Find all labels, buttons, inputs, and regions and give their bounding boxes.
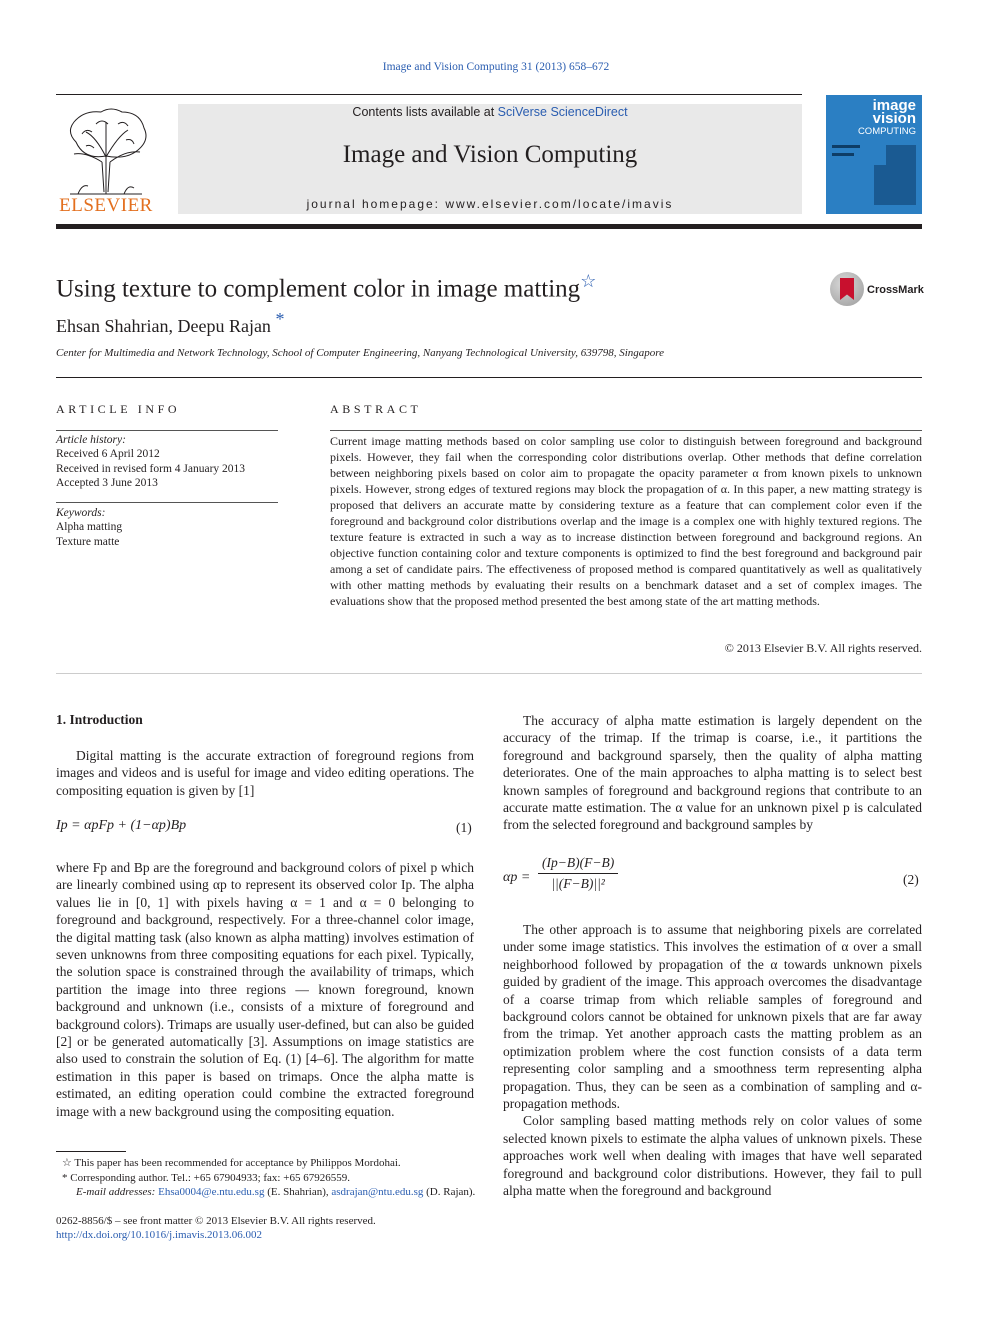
equation-2-lhs: αp = — [503, 870, 531, 885]
journal-citation[interactable]: Image and Vision Computing 31 (2013) 658–672 — [382, 61, 610, 73]
email-link[interactable]: asdrajan@ntu.edu.sg — [331, 1186, 424, 1198]
abstract-rule — [330, 430, 922, 431]
front-matter — [56, 1214, 376, 1242]
affiliation: Center for Multimedia and Network Technology, School of Computer Engineering, Nanyang Technological University, 639798, Singapore — [56, 347, 665, 359]
keyword-item: Alpha matting — [56, 521, 123, 534]
crossmark-badge[interactable] — [830, 272, 922, 308]
equation-2-numerator: (Ip−B)(F−B) — [538, 855, 618, 874]
footnote-recommendation: ☆ This paper has been recommended for acceptance by Philippos Mordohai. — [62, 1157, 401, 1169]
footnote-rule — [56, 1151, 126, 1152]
article-title — [56, 271, 596, 303]
footnotes — [56, 1156, 476, 1200]
author-list — [56, 309, 285, 337]
journal-name: Image and Vision Computing — [342, 141, 638, 168]
paragraph-right-1 — [503, 712, 922, 834]
revised-date: Received in revised form 4 January 2013 — [56, 462, 246, 475]
equation-1: Ip = αpFp + (1−αp)Bp — [56, 818, 187, 833]
contents-line — [178, 105, 802, 119]
doi-link[interactable]: http://dx.doi.org/10.1016/j.imavis.2013.06.002 — [56, 1229, 263, 1241]
cover-art — [826, 95, 922, 214]
paragraph: Color sampling based matting methods rely on color values of some selected known pixels to estimate the alpha values of unknown pixels. These approaches work well when dealing with images that have well separated foreground and background color distributions. However, they fail to pull alpha matte when the foreground and background — [503, 1113, 922, 1199]
contents-prefix: Contents lists available at — [352, 105, 498, 119]
email-owner: (D. Rajan). — [426, 1186, 476, 1198]
info-rule-2 — [56, 502, 278, 503]
abstract-heading: ABSTRACT — [330, 402, 422, 416]
paragraph: where Fp and Bp are the foreground and background colors of pixel p which are linearly combined using αp to represent its observed color Ip. The alpha values lie in [0, 1] with pixels having α = 1 and α = 0 belonging to foreground and background, respectively. For a three-channel color image, the digital matting task (also known as alpha matting) involves estimation of seven unknowns from three compositing equations for each pixel. Typically, the solution space is constrained through the availability of trimaps, which partition the image into three regions — known foreground, known background and unknown (i.e., consists of a mixture of foreground and background colors). Trimaps are usually user-defined, but can also be guided [2] or be generated automatically [3]. Assumptions on image statistics are also used to constrain the solution of Eq. (1) [4–6]. The algorithm for matte estimation in this paper is based on trimaps. Once the alpha matte is estimated, an editing operation could combine the extracted foreground image with a new background using the compositing equation. — [56, 860, 474, 1119]
title-bottom-rule — [56, 377, 922, 378]
header-top-rule — [56, 94, 802, 95]
paragraph: The other approach is to assume that neighboring pixels are correlated under some image statistics. This involves the estimation of α over a small neighborhood followed by propagation of the α towards unknown pixels guided by gradient of the image. This approach overcomes the disadvantage of a coarse trimap from which reliable samples of foreground and background colors cannot be obtained for unknown pixels that are far away from the trimap. Yet another approach casts the matting problem as an optimization problem where the cost function consists of a data term representing color sampling and a smoothness term representing alpha propagation. Thus, they can be seen as a combination of sampling and α-propagation methods. — [503, 922, 922, 1112]
article-info-heading: ARTICLE INFO — [56, 402, 181, 416]
sciencedirect-link[interactable]: SciVerse ScienceDirect — [497, 105, 628, 119]
keywords-label: Keywords: — [56, 507, 106, 519]
received-date: Received 6 April 2012 — [56, 448, 160, 461]
info-rule-1 — [56, 430, 278, 431]
abstract-text: Current image matting methods based on color sampling use color to distinguish between foreground and background pixels. However, they fail when the corresponding color distributions overlap. Other methods that define correlation between neighboring pixels based on color aim to propagate the opacity parameter α from known pixels to unknown pixels. However, strong edges of textured regions may block the propagation of α. In this paper, a new matting strategy is proposed that delivers an accurate matte by considering texture as a feature that can complement color even if the foreground and background color distributions overlap and the image is a complex one with highly textured regions. The texture feature is extracted in such a way as to increase distinction between foreground and background regions. An objective function containing color and texture components is optimized to find the best foreground and background pair among a set of candidate pairs. The effectiveness of proposed method is compared quantitatively as well as qualitatively with other matting methods by evaluating their results on a benchmark dataset and a set of complex images. The evaluations show that the proposed method presented the best among state of the art matting methods. — [330, 434, 922, 608]
journal-homepage[interactable]: journal homepage: www.elsevier.com/locate/imavis — [306, 197, 674, 211]
paragraph-intro-2 — [56, 859, 474, 1120]
email-label: E-mail addresses: — [76, 1186, 156, 1198]
journal-cover-image — [826, 95, 922, 214]
footnote-emails — [56, 1185, 476, 1200]
paragraph-intro-1 — [56, 747, 474, 799]
equation-2-denominator: ||(F−B)||² — [551, 876, 605, 891]
crossmark-label: CrossMark — [867, 284, 924, 296]
authors-text: Ehsan Shahrian, Deepu Rajan — [56, 316, 271, 336]
footnote-corresponding: * Corresponding author. Tel.: +65 67904933; fax: +65 67926559. — [62, 1171, 350, 1184]
cover-line-1: image — [872, 97, 916, 114]
corresponding-author-mark[interactable]: * — [275, 309, 285, 329]
section-heading-introduction: 1. Introduction — [56, 712, 143, 727]
equation-2-number: (2) — [903, 872, 919, 887]
equation-1-number: (1) — [456, 820, 472, 835]
article-history — [56, 433, 278, 491]
title-footnote-mark[interactable]: ☆ — [580, 271, 597, 291]
email-link[interactable]: Ehsa0004@e.ntu.edu.sg — [158, 1186, 265, 1198]
email-owner: (E. Shahrian), — [267, 1186, 329, 1198]
history-label: Article history: — [56, 434, 126, 446]
equation-2-fraction — [538, 855, 618, 892]
abstract-copyright: © 2013 Elsevier B.V. All rights reserved. — [724, 641, 922, 655]
issn-line: 0262-8856/$ – see front matter © 2013 Elsevier B.V. All rights reserved. — [56, 1215, 376, 1227]
keyword-item: Texture matte — [56, 535, 120, 548]
abstract-bottom-rule — [56, 673, 922, 674]
cover-line-3: COMPUTING — [857, 126, 916, 137]
article-title-text: Using texture to complement color in image matting — [56, 275, 581, 303]
accepted-date: Accepted 3 June 2013 — [56, 477, 158, 490]
keywords — [56, 506, 278, 549]
paragraph: Digital matting is the accurate extraction of foreground regions from images and videos and is useful for image and video editing operations. The compositing equation is given by [1] — [56, 748, 474, 798]
elsevier-wordmark: ELSEVIER — [59, 195, 153, 216]
header-thick-rule — [56, 224, 922, 229]
paragraph-right-2 — [503, 921, 922, 1200]
paragraph: The accuracy of alpha matte estimation is largely dependent on the accuracy of the trimap. If the trimap is coarse, i.e., it partitions the foreground and background sparsely, then the quality of alpha matting deteriorates. One of the main approaches to alpha matting is to select best known samples of foreground and background regions that contribute to an accurate matte estimation. The α value for an unknown pixel p is calculated from the selected foreground and background samples by — [503, 713, 922, 833]
cover-line-2: vision — [872, 110, 916, 127]
